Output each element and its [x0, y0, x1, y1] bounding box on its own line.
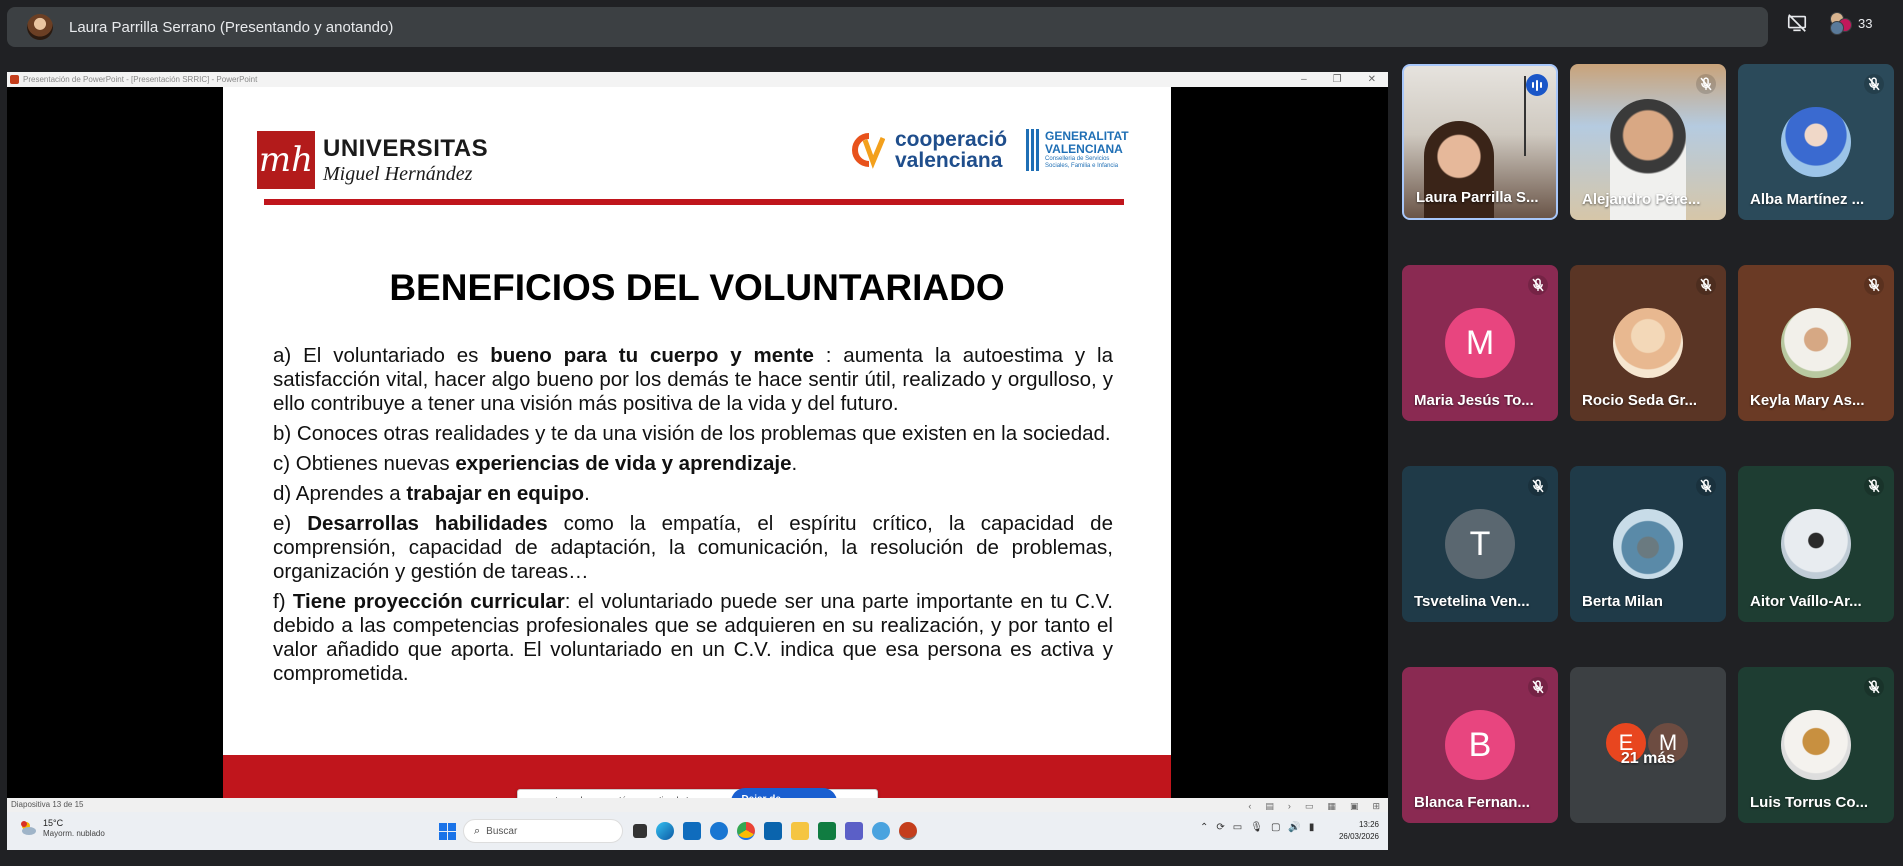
- clock-date: 26/03/2026: [1338, 832, 1379, 841]
- umh-logo-line1: UNIVERSITAS: [323, 134, 489, 162]
- mic-off-icon: [1864, 275, 1884, 295]
- participant-tile[interactable]: [1570, 265, 1726, 421]
- display-icon[interactable]: ▭: [1232, 822, 1243, 833]
- slideshow-view-icon[interactable]: ⊞: [1372, 801, 1380, 811]
- tray-chevron-icon[interactable]: ⌃: [1200, 822, 1209, 833]
- participant-name: Luis Torrus Co...: [1750, 794, 1869, 811]
- bullet-text: .: [791, 452, 798, 475]
- slide-bullet: [273, 422, 1113, 446]
- ppt-window-title: Presentación de PowerPoint - [Presentación SRRIC] - PowerPoint: [23, 75, 258, 84]
- gv-line4: Sociales, Familia e Infancia: [1045, 163, 1119, 169]
- bullet-text: .: [584, 482, 590, 505]
- ppt-status-bar: [7, 798, 1388, 812]
- weather-widget[interactable]: [19, 818, 105, 838]
- participant-tile[interactable]: [1738, 265, 1894, 421]
- bullet-text: e): [273, 512, 308, 535]
- participant-tile[interactable]: [1570, 667, 1726, 823]
- windows-start-icon[interactable]: [439, 823, 456, 840]
- participant-tile[interactable]: [1570, 64, 1726, 220]
- participants-avatars: [1830, 12, 1852, 34]
- taskbar-search[interactable]: [463, 819, 623, 843]
- close-icon[interactable]: ✕: [1367, 74, 1376, 85]
- presenter-avatar: [27, 14, 53, 40]
- next-slide-icon[interactable]: ›: [1287, 801, 1291, 811]
- mic-off-icon: [1696, 74, 1716, 94]
- participant-tile[interactable]: [1402, 265, 1558, 421]
- participant-name: Maria Jesús To...: [1414, 392, 1534, 409]
- cooperacio-logo: [845, 127, 1129, 173]
- participant-tile[interactable]: [1402, 466, 1558, 622]
- outlook-new-icon[interactable]: [710, 822, 728, 840]
- slide-bullet: [273, 452, 1113, 476]
- umh-logo-line2: Miguel Hernández: [323, 162, 473, 185]
- slide-bullet: [273, 512, 1113, 584]
- participant-name: Aitor Vaíllo-Ar...: [1750, 593, 1862, 610]
- generalitat-logo: [1023, 127, 1129, 173]
- mic-tray-icon[interactable]: 🎙: [1250, 822, 1263, 833]
- avatar: T: [1445, 509, 1515, 579]
- slide-bullet: [273, 590, 1113, 686]
- participant-tile[interactable]: [1402, 667, 1558, 823]
- slide-bullet: [273, 482, 1113, 506]
- network-icon[interactable]: ▢: [1270, 822, 1281, 833]
- avatar: B: [1445, 710, 1515, 780]
- chrome-icon[interactable]: [737, 822, 755, 840]
- participant-tile[interactable]: [1570, 466, 1726, 622]
- slide-bullet: [273, 344, 1113, 416]
- screen-share-off-icon[interactable]: [1786, 12, 1808, 34]
- mic-off-icon: [1528, 476, 1548, 496]
- shared-screen: [7, 72, 1388, 850]
- reading-view-icon[interactable]: ▣: [1349, 801, 1359, 811]
- powerpoint-icon: [10, 75, 19, 84]
- avatar: M: [1646, 721, 1690, 765]
- prev-slide-icon[interactable]: ‹: [1248, 801, 1252, 811]
- participants-button[interactable]: [1830, 12, 1872, 34]
- ppt-window-titlebar: [7, 72, 1388, 87]
- umh-mark-icon: mh: [257, 131, 315, 189]
- participant-name: Blanca Fernan...: [1414, 794, 1530, 811]
- sorter-view-icon[interactable]: ▦: [1327, 801, 1336, 811]
- slide-menu-icon[interactable]: ▤: [1265, 801, 1274, 811]
- weather-temp: 15°C: [43, 818, 64, 828]
- participant-name: Tsvetelina Ven...: [1414, 593, 1530, 610]
- powerpoint-taskbar-icon[interactable]: [899, 822, 917, 840]
- presenter-bar: [7, 7, 1768, 47]
- slide-area: [7, 87, 1388, 798]
- bullet-text: : aumenta la autoestima y la satisfacción vital, hacer algo bueno por los demás te hace sentir útil, realizado y orgulloso, y ello contribuye a tener una visión más positiva de la vida y del futuro.: [273, 344, 1113, 415]
- restore-icon[interactable]: ❐: [1332, 74, 1342, 85]
- generalitat-mark-icon: [1023, 127, 1041, 173]
- avatar: [1781, 308, 1851, 378]
- bullet-text: f): [273, 590, 293, 613]
- bullet-text: a) El voluntariado es: [273, 344, 491, 367]
- gv-line3: Conselleria de Servicios: [1045, 156, 1110, 162]
- gv-line2: VALENCIANA: [1045, 142, 1123, 156]
- normal-view-icon[interactable]: ▭: [1304, 801, 1314, 811]
- store-icon[interactable]: [683, 822, 701, 840]
- presenter-title: Laura Parrilla Serrano (Presentando y anotando): [69, 18, 394, 36]
- bullet-text: b) Conoces otras realidades y te da una visión de los problemas que existen en la sociedad.: [273, 422, 1111, 445]
- sync-icon[interactable]: ⟳: [1216, 822, 1225, 833]
- bullet-text: c) Obtienes nuevas: [273, 452, 456, 475]
- mic-off-icon: [1528, 677, 1548, 697]
- participant-tile[interactable]: [1738, 466, 1894, 622]
- mic-off-icon: [1696, 275, 1716, 295]
- task-view-icon[interactable]: [633, 824, 647, 838]
- participant-tile[interactable]: [1738, 64, 1894, 220]
- mic-off-icon: [1864, 476, 1884, 496]
- taskbar-clock[interactable]: [1327, 819, 1379, 843]
- bullet-text: d) Aprendes a: [273, 482, 407, 505]
- slide: [223, 87, 1171, 798]
- teams-icon[interactable]: [845, 822, 863, 840]
- speaking-indicator-icon: [1526, 74, 1548, 96]
- cloud-icon: [19, 820, 37, 836]
- bullet-bold-text: bueno para tu cuerpo y mente: [490, 344, 814, 367]
- search-placeholder: Buscar: [486, 825, 518, 837]
- windows-taskbar: [7, 812, 1388, 850]
- participant-tile[interactable]: [1738, 667, 1894, 823]
- battery-icon[interactable]: ▮: [1308, 822, 1315, 833]
- umh-logo: [257, 131, 488, 189]
- participant-tile[interactable]: [1402, 64, 1558, 220]
- bullet-text: : el voluntariado puede ser una parte importante en tu C.V. debido a las competencias profesionales que se adquieren en su realización, y por tanto el valor añadido que aporta. El voluntariado en un C.V. indica que esa persona es activa y comprometida.: [273, 590, 1113, 685]
- minimize-icon[interactable]: –: [1301, 74, 1307, 85]
- mic-off-icon: [1696, 476, 1716, 496]
- coop-line2: valenciana: [895, 149, 1003, 172]
- participant-name: Alba Martínez ...: [1750, 191, 1865, 208]
- participant-name: Berta Milan: [1582, 593, 1663, 610]
- slide-body: [273, 344, 1113, 692]
- excel-icon[interactable]: [818, 822, 836, 840]
- outlook-icon[interactable]: [764, 822, 782, 840]
- avatar: [1781, 107, 1851, 177]
- participant-name: Rocio Seda Gr...: [1582, 392, 1698, 409]
- bullet-bold-text: Tiene proyección curricular: [292, 590, 565, 613]
- clock-time: 13:26: [1358, 820, 1379, 829]
- participant-name: Laura Parrilla S...: [1416, 189, 1539, 206]
- slide-counter: Diapositiva 13 de 15: [11, 800, 84, 809]
- weather-desc: Mayorm. nublado: [43, 829, 105, 838]
- avatar: M: [1445, 308, 1515, 378]
- participant-name: Keyla Mary As...: [1750, 392, 1865, 409]
- bullet-text: como la empatía, el espíritu crítico, la capacidad de comprensión, capacidad de adaptación, la comunicación, la resolución de problemas, organización y gestión de tareas…: [273, 512, 1113, 583]
- avatar: [1613, 509, 1683, 579]
- avatar: [1781, 509, 1851, 579]
- bullet-bold-text: trabajar en equipo: [406, 482, 585, 505]
- mic-off-icon: [1864, 677, 1884, 697]
- avatar: [1613, 308, 1683, 378]
- slide-divider: [264, 199, 1124, 205]
- mic-off-icon: [1528, 275, 1548, 295]
- search-icon: ⌕: [474, 824, 481, 837]
- snipping-tool-icon[interactable]: [872, 822, 890, 840]
- avatar: E: [1604, 721, 1648, 765]
- mic-off-icon: [1864, 74, 1884, 94]
- bullet-bold-text: experiencias de vida y aprendizaje: [455, 452, 792, 475]
- volume-icon[interactable]: 🔊: [1288, 822, 1301, 833]
- cv-mark-icon: [845, 130, 885, 170]
- gv-line1: GENERALITAT: [1045, 129, 1129, 143]
- participant-name: Alejandro Pére...: [1582, 191, 1701, 208]
- participant-name: 21 más: [1620, 750, 1676, 767]
- slide-title: BENEFICIOS DEL VOLUNTARIADO: [389, 267, 1005, 308]
- coop-line1: cooperació: [895, 128, 1008, 151]
- participant-count: 33: [1858, 15, 1873, 31]
- bullet-bold-text: Desarrollas habilidades: [307, 512, 548, 535]
- file-explorer-icon[interactable]: [791, 822, 809, 840]
- edge-icon[interactable]: [656, 822, 674, 840]
- avatar: [1781, 710, 1851, 780]
